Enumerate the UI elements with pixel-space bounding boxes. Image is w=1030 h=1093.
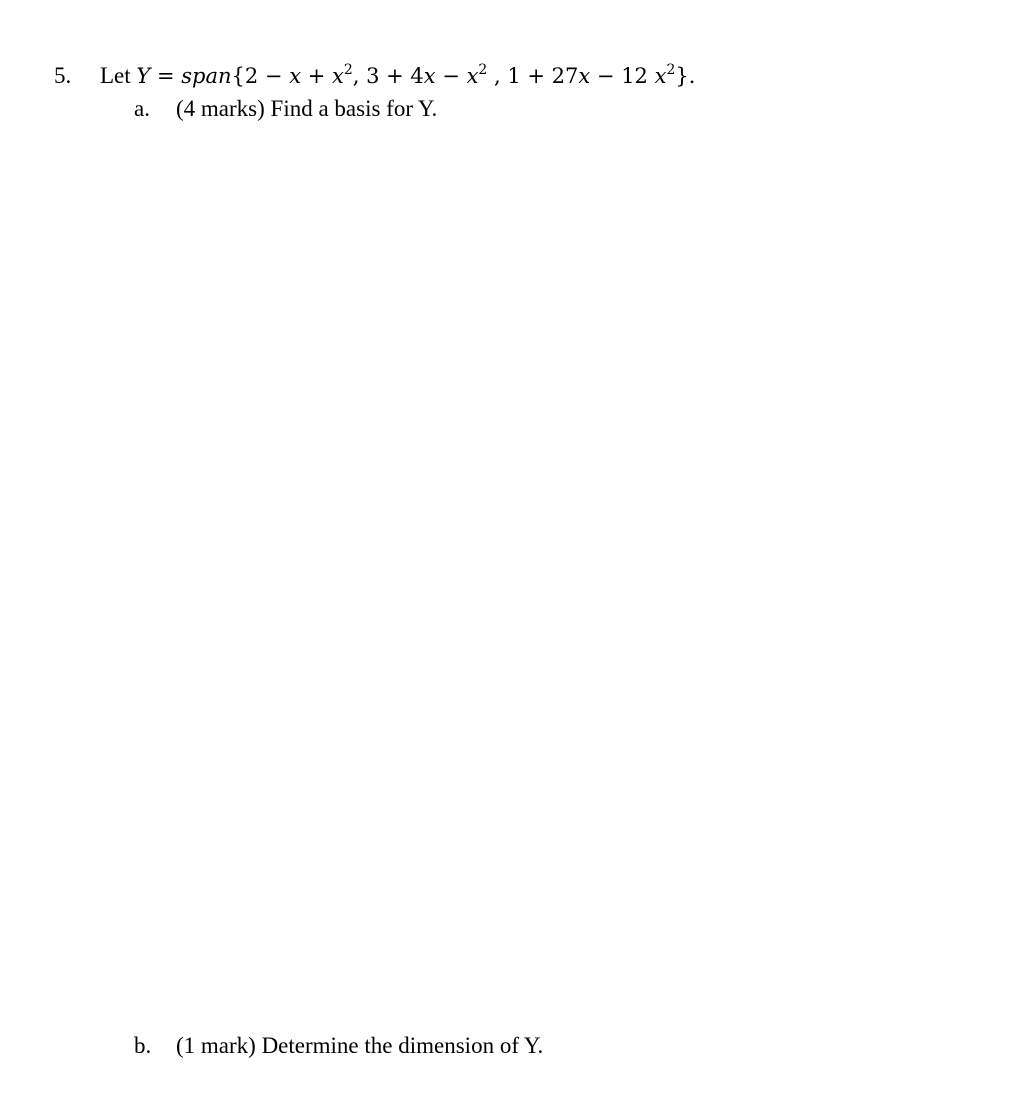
set-close: }.: [675, 64, 696, 88]
separator-1: ,: [352, 64, 367, 88]
poly2-exponent: 2: [478, 62, 488, 78]
poly2-x-squared: x: [466, 64, 479, 88]
set-open: {: [231, 64, 245, 88]
poly2-const: 3 + 4: [366, 64, 424, 88]
span-word: span: [181, 64, 232, 88]
part-a: [134, 93, 437, 125]
question-5-statement: [54, 60, 695, 92]
poly3-x: x: [578, 64, 591, 88]
poly2-minus: −: [435, 64, 467, 88]
poly1-const: 2 −: [244, 64, 290, 88]
part-a-text: (4 marks) Find a basis for Y.: [176, 96, 438, 121]
poly3-exponent: 2: [666, 62, 676, 78]
poly3-const: 1 + 27: [507, 64, 579, 88]
separator-2: ,: [487, 64, 508, 88]
poly1-x-squared: x: [331, 64, 344, 88]
span-expression: [136, 64, 695, 88]
poly1-plus: +: [301, 64, 332, 88]
poly2-x: x: [423, 64, 436, 88]
poly3-minus: − 12: [590, 64, 655, 88]
poly3-x-squared: x: [654, 64, 667, 88]
question-lead-text: Let: [100, 63, 131, 88]
part-b: [134, 1030, 543, 1062]
poly1-exponent: 2: [343, 62, 353, 78]
var-y: Y: [136, 64, 151, 88]
part-b-text: (1 mark) Determine the dimension of Y.: [176, 1033, 544, 1058]
equals-sign: =: [150, 64, 182, 88]
part-b-label: b.: [134, 1033, 152, 1058]
poly1-x: x: [289, 64, 302, 88]
part-a-label: a.: [134, 96, 150, 121]
question-number: 5.: [54, 63, 72, 88]
